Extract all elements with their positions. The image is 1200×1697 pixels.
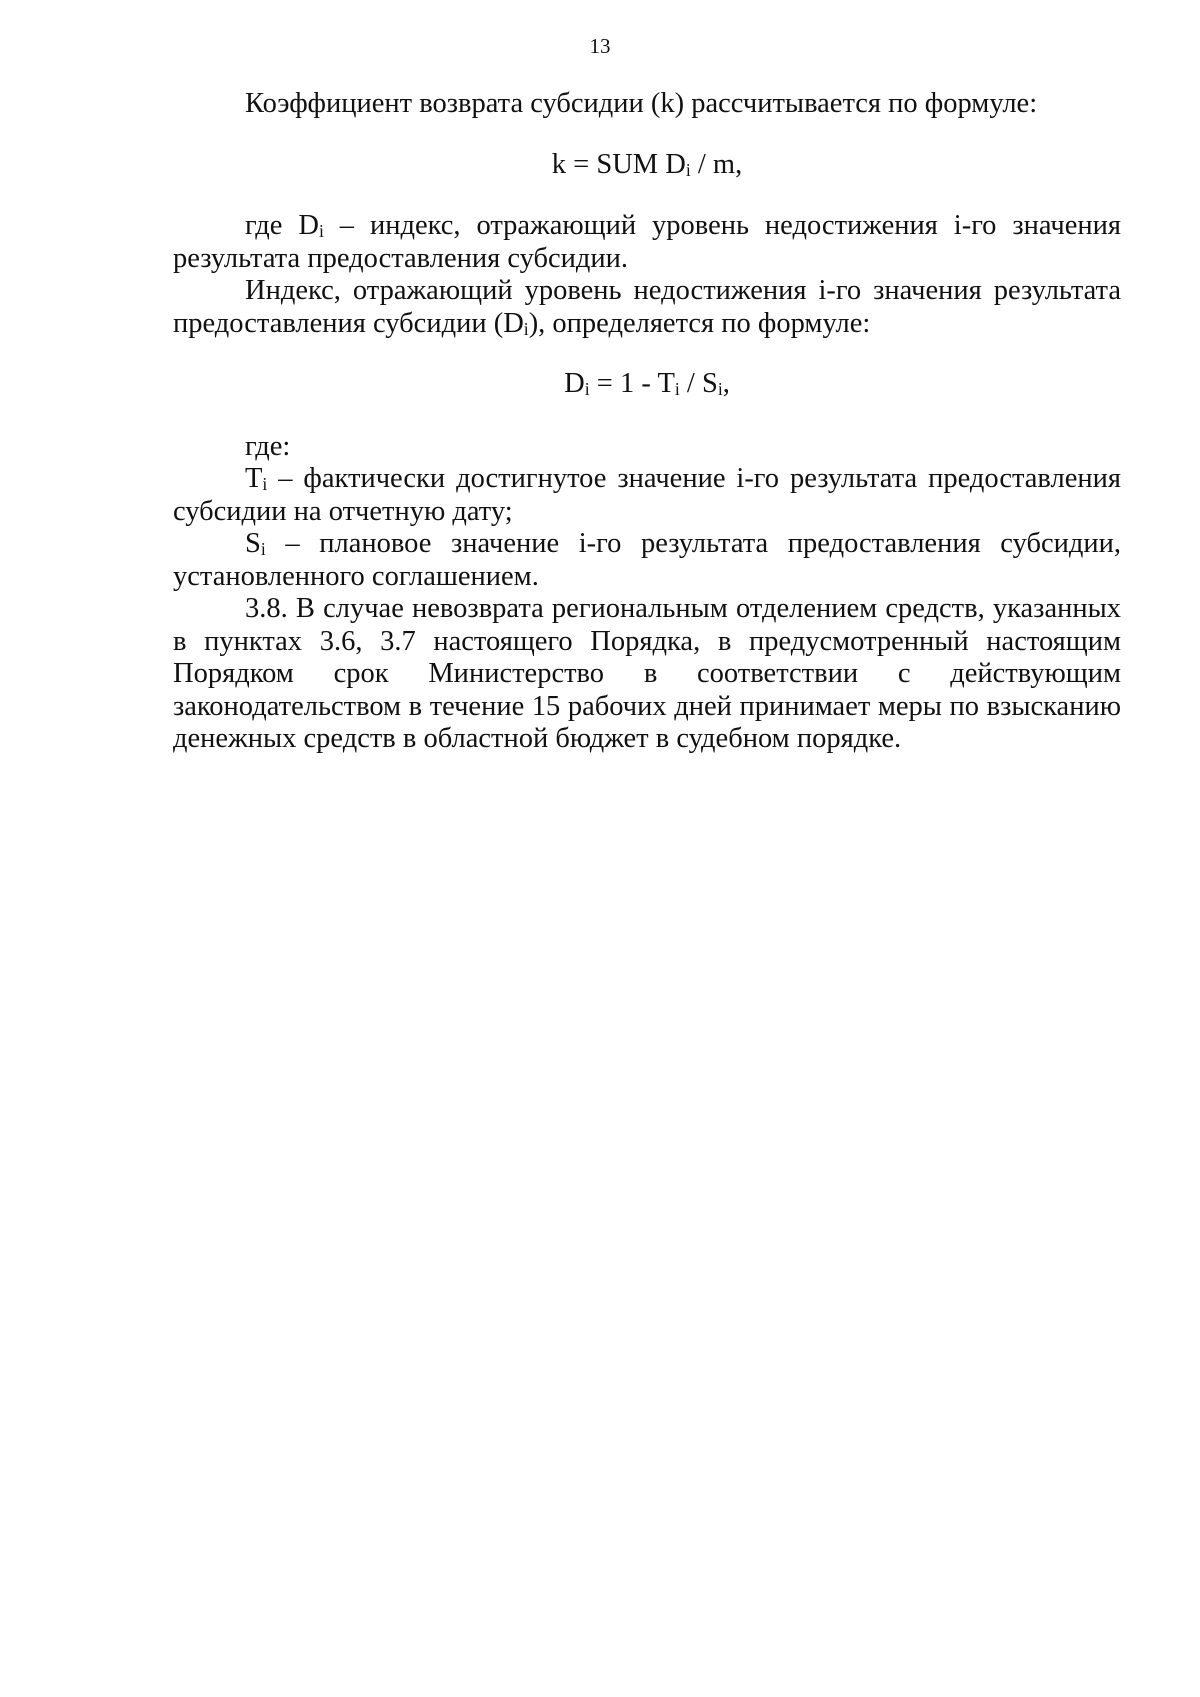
formula-d <box>173 368 1121 401</box>
index-intro-tail: ), определяется по формуле: <box>528 307 871 339</box>
formula-s-subscript: i <box>717 379 723 400</box>
index-intro-paragraph <box>173 275 1121 340</box>
formula-d-symbol: D <box>564 368 585 399</box>
ti-symbol: T <box>245 463 263 494</box>
index-intro-subscript: i <box>523 318 529 339</box>
formula-d-mid: = 1 - T <box>589 368 675 399</box>
formula-d-subscript: i <box>584 379 590 400</box>
where-di-text: – индекс, отражающий уровень недостижения i-го значения результата предоставления субсидии. <box>173 210 1121 274</box>
where-label: где: <box>245 430 291 462</box>
where-di-prefix: где D <box>245 210 319 241</box>
clause-3-8-paragraph: 3.8. В случае невозврата региональным отделением средств, указанных в пунктах 3.6, 3.7 настоящего Порядка, в предусмотренный настоящим Порядком срок Министерство в соответствии с действующим законодательством в течение 15 рабочих дней принимает меры по взысканию денежных средств в областной бюджет в судебном порядке. <box>173 593 1121 754</box>
ti-definition-paragraph <box>173 463 1121 528</box>
coefficient-intro-paragraph: Коэффициент возврата субсидии (k) рассчитывается по формуле: <box>245 88 1038 119</box>
formula-t-subscript: i <box>674 379 680 400</box>
ti-text: – фактически достигнутое значение i-го результата предоставления субсидии на отчетную дату; <box>173 463 1121 527</box>
si-definition-paragraph <box>173 528 1121 593</box>
si-text: – плановое значение i-го результата предоставления субсидии, установленного соглашением. <box>173 528 1121 592</box>
page-number: 13 <box>589 34 611 58</box>
where-di-paragraph <box>173 210 1121 275</box>
document-body <box>173 88 1121 756</box>
formula-d-tail: , <box>722 368 730 399</box>
formula-k-subscript: i <box>685 159 691 180</box>
index-intro-text: Индекс, отражающий уровень недостижения i-го значения результата предоставления субсидии (D <box>173 275 1121 339</box>
formula-k <box>173 149 1121 182</box>
si-symbol: S <box>245 528 261 559</box>
formula-k-lhs: k = SUM D <box>551 148 686 180</box>
ti-subscript: i <box>262 474 268 495</box>
si-subscript: i <box>260 539 266 560</box>
formula-d-slash: / S <box>679 368 718 399</box>
where-di-subscript: i <box>318 221 324 242</box>
formula-k-rhs: / m, <box>690 148 743 180</box>
